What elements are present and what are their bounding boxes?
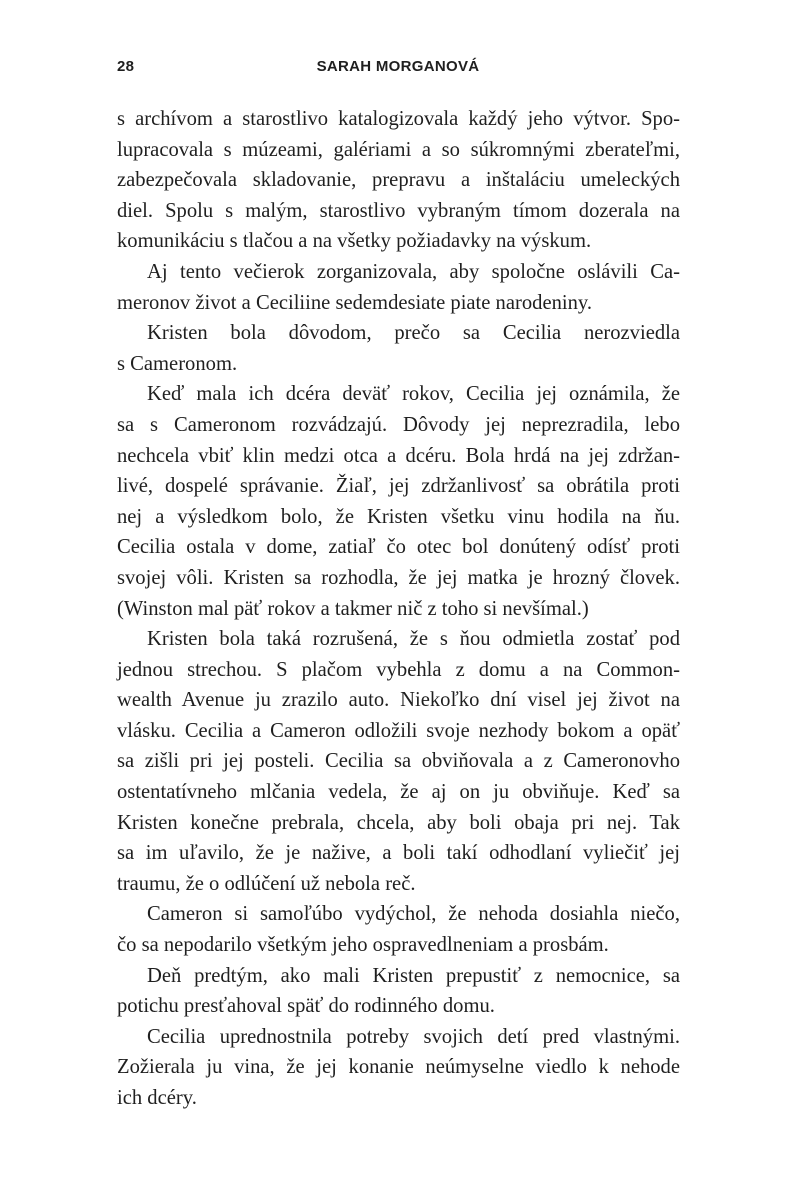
text-line: sa s Cameronom rozvádzajú. Dôvody jej neprezradila, lebo [117,413,680,436]
text-line: nej a výsledkom bolo, že Kristen všetku vinu hodila na ňu. [117,505,680,528]
text-line: livé, dospelé správanie. Žiaľ, jej zdržanlivosť sa obrátila proti [117,475,680,498]
text-line: čo sa nepodarilo všetkým jeho ospravedlneniam a prosbám. [117,934,609,957]
paragraph [117,257,680,318]
text-line: sa im uľavilo, že je nažive, a boli takí odhodlaní vyliečiť jej [117,842,680,865]
text-line: sa zišli pri jej posteli. Cecilia sa obviňovala a z Cameronovho [117,750,680,773]
text-line: diel. Spolu s malým, starostlivo vybraným tímom dozerala na [117,199,680,222]
text-line: ich dcéry. [117,1087,197,1109]
paragraph [117,104,680,257]
paragraph [117,318,680,379]
text-line: komunikáciu s tlačou a na všetky požiadavky na výskum. [117,230,592,253]
text-line: potichu presťahoval späť do rodinného domu. [117,995,495,1018]
paragraph [117,899,680,960]
text-line: Cecilia ostala v dome, zatiaľ čo otec bol donútený odísť proti [117,536,680,559]
text-line: zabezpečovala skladovanie, prepravu a inštaláciu umeleckých [117,169,680,192]
text-line: traumu, že o odlúčení už nebola reč. [117,872,416,895]
page-number: 28 [117,58,135,75]
paragraph [117,624,680,899]
running-header [117,58,679,80]
text-line: Cecilia uprednostnila potreby svojich detí pred vlastnými. [147,1025,680,1048]
text-line: Keď mala ich dcéra deväť rokov, Cecilia jej oznámila, že [147,383,680,406]
text-line: ostentatívneho mlčania vedela, že aj on ju obviňuje. Keď sa [117,781,680,804]
text-line: Kristen bola taká rozrušená, že s ňou odmietla zostať pod [147,628,680,651]
paragraph [117,961,680,1022]
text-line: Kristen bola dôvodom, prečo sa Cecilia nerozviedla [147,322,680,345]
text-line: (Winston mal päť rokov a takmer nič z toho si nevšímal.) [117,597,589,620]
text-line: s archívom a starostlivo katalogizovala každý jeho výtvor. Spo- [117,108,680,130]
running-title: SARAH MORGANOVÁ [316,58,480,75]
text-line: Cameron si samoľúbo vydýchol, že nehoda dosiahla niečo, [147,903,680,926]
paragraph [117,379,680,624]
text-line: jednou strechou. S plačom vybehla z domu a na Common- [117,658,680,681]
paragraph [117,1022,680,1114]
text-line: wealth Avenue ju zrazilo auto. Niekoľko dní visel jej život na [117,689,680,712]
text-line: Aj tento večierok zorganizovala, aby spoločne oslávili Ca- [147,260,680,283]
text-line: s Cameronom. [117,352,238,375]
text-line: lupracovala s múzeami, galériami a so súkromnými zberateľmi, [117,138,680,161]
text-line: vlásku. Cecilia a Cameron odložili svoje nezhody bokom a opäť [117,719,680,742]
text-line: Deň predtým, ako mali Kristen prepustiť z nemocnice, sa [147,964,680,987]
body-text [117,104,680,1114]
text-line: meronov život a Ceciliine sedemdesiate piate narodeniny. [117,291,593,314]
text-line: Zožierala ju vina, že jej konanie neúmyselne viedlo k nehode [117,1056,680,1079]
text-line: nechcela vbiť klin medzi otca a dcéru. Bola hrdá na jej zdržan- [117,444,680,467]
text-line: Kristen konečne prebrala, chcela, aby boli obaja pri nej. Tak [117,811,680,834]
text-line: svojej vôli. Kristen sa rozhodla, že jej matka je hrozný človek. [117,566,680,589]
